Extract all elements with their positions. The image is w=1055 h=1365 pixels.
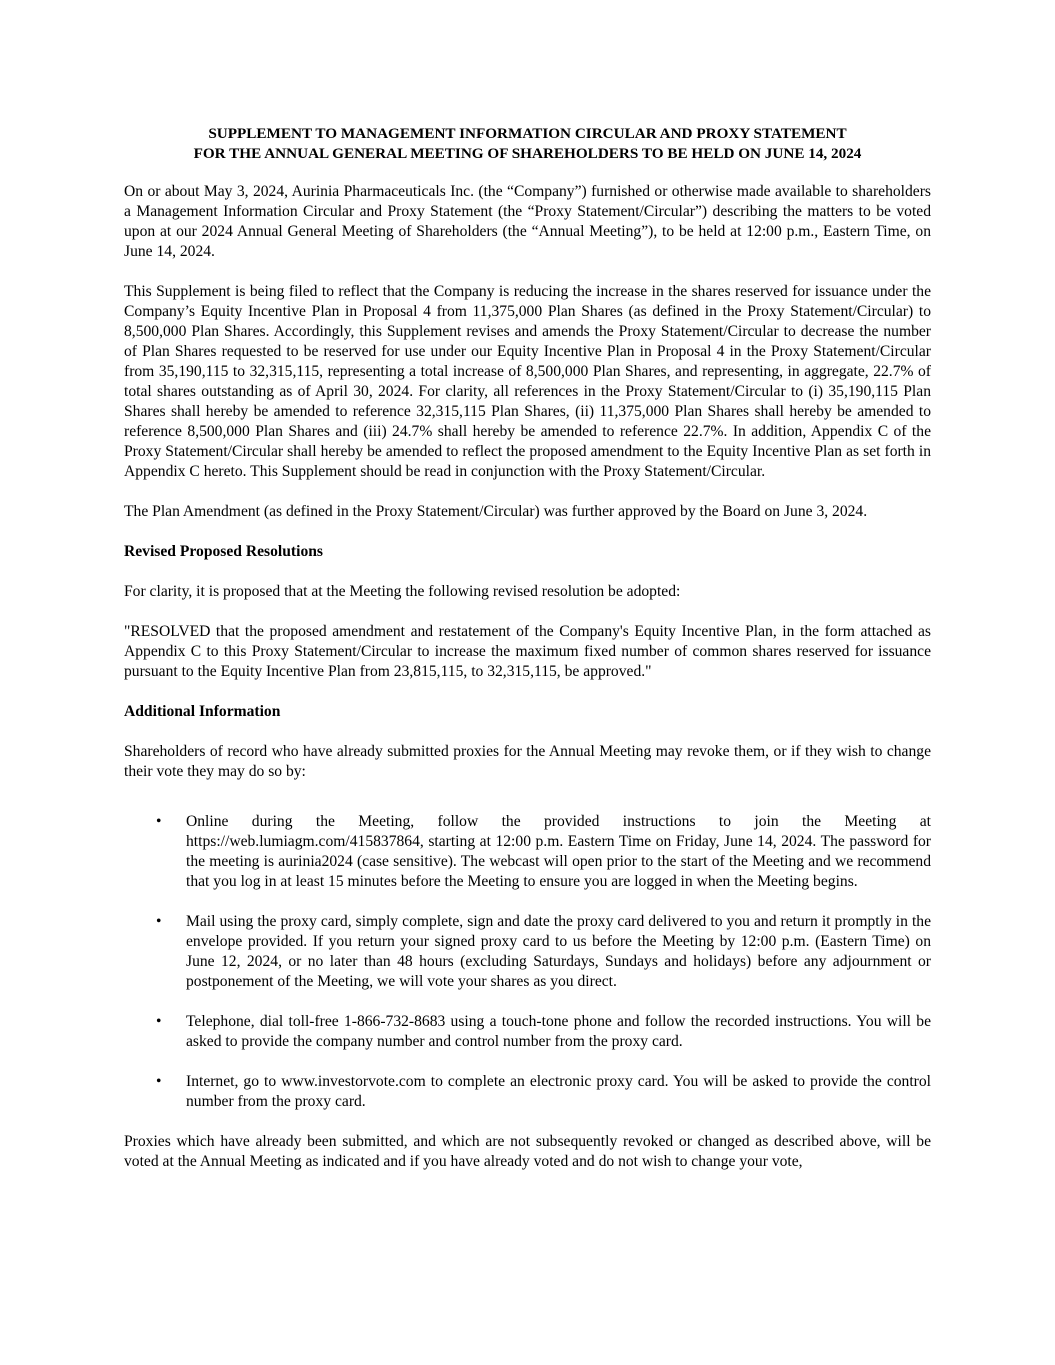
list-item-text: Internet, go to www.investorvote.com to complete an electronic proxy card. You will be asked to provide the control number from the proxy card. xyxy=(186,1073,931,1110)
bullet-icon: • xyxy=(156,813,162,830)
title-line-1: SUPPLEMENT TO MANAGEMENT INFORMATION CIRCULAR AND PROXY STATEMENT xyxy=(208,125,847,142)
bullet-icon: • xyxy=(156,913,162,930)
list-item-online xyxy=(124,812,931,892)
list-item-text: Mail using the proxy card, simply complete, sign and date the proxy card delivered to you and return it promptly in the envelope provided. If you return your signed proxy card to us before the Meeting by 12:00 p.m. (Eastern Time) on June 12, 2024, or no later than 48 hours (excluding Saturdays, Sundays and holidays) before any adjournment or postponement of the Meeting, we will vote your shares as you direct. xyxy=(186,913,931,990)
heading-additional-information: Additional Information xyxy=(124,703,281,720)
list-item-internet xyxy=(124,1072,931,1112)
document-page xyxy=(124,124,931,1192)
document-title xyxy=(124,124,931,164)
heading-revised-resolutions: Revised Proposed Resolutions xyxy=(124,543,323,560)
list-item-text: Telephone, dial toll-free 1-866-732-8683 using a touch-tone phone and follow the recorded instructions. You will be asked to provide the company number and control number from the proxy card. xyxy=(186,1013,931,1050)
bullet-icon: • xyxy=(156,1073,162,1090)
list-item-mail xyxy=(124,912,931,992)
resolutions-intro: For clarity, it is proposed that at the Meeting the following revised resolution be adopted: xyxy=(124,583,681,600)
list-item-telephone xyxy=(124,1012,931,1052)
plan-amendment-paragraph: The Plan Amendment (as defined in the Proxy Statement/Circular) was further approved by the Board on June 3, 2024. xyxy=(124,503,868,520)
bullet-icon: • xyxy=(156,1013,162,1030)
list-item-text: Online during the Meeting, follow the provided instructions to join the Meeting at https://web.lumiagm.com/415837864, starting at 12:00 p.m. Eastern Time on Friday, June 14, 2024. The password for the meeting is aurinia2024 (case sensitive). The webcast will open prior to the start of the Meeting and we recommend that you log in at least 15 minutes before the Meeting to ensure you are logged in when the Meeting begins. xyxy=(186,813,931,890)
additional-intro: Shareholders of record who have already submitted proxies for the Annual Meeting may revoke them, or if they wish to change their vote they may do so by: xyxy=(124,743,931,780)
title-line-2: FOR THE ANNUAL GENERAL MEETING OF SHAREHOLDERS TO BE HELD ON JUNE 14, 2024 xyxy=(193,145,862,162)
closing-paragraph: Proxies which have already been submitted, and which are not subsequently revoked or changed as described above, will be voted at the Annual Meeting as indicated and if you have already voted and do not wish to change your vote, xyxy=(124,1133,931,1170)
intro-paragraph: On or about May 3, 2024, Aurinia Pharmaceuticals Inc. (the “Company”) furnished or otherwise made available to shareholders a Management Information Circular and Proxy Statement (the “Proxy Statement/Circular”) describing the matters to be voted upon at our 2024 Annual General Meeting of Shareholders (the “Annual Meeting”), to be held at 12:00 p.m., Eastern Time, on June 14, 2024. xyxy=(124,183,931,260)
supplement-paragraph: This Supplement is being filed to reflect that the Company is reducing the increase in the shares reserved for issuance under the Company’s Equity Incentive Plan in Proposal 4 from 11,375,000 Plan Shares (as defined in the Proxy Statement/Circular) to 8,500,000 Plan Shares. Accordingly, this Supplement revises and amends the Proxy Statement/Circular to decrease the number of Plan Shares requested to be reserved for use under our Equity Incentive Plan in Proposal 4 in the Proxy Statement/Circular from 35,190,115 to 32,315,115, representing a total increase of 8,500,000 Plan Shares, and representing, in aggregate, 22.7% of total shares outstanding as of April 30, 2024. For clarity, all references in the Proxy Statement/Circular to (i) 35,190,115 Plan Shares shall hereby be amended to reference 32,315,115 Plan Shares, (ii) 11,375,000 Plan Shares shall hereby be amended to reference 8,500,000 Plan Shares and (iii) 24.7% shall hereby be amended to reference 22.7%. In addition, Appendix C of the Proxy Statement/Circular shall hereby be amended to reflect the proposed amendment to the Equity Incentive Plan as set forth in Appendix C hereto. This Supplement should be read in conjunction with the Proxy Statement/Circular. xyxy=(124,283,931,480)
voting-methods-list xyxy=(124,812,931,1112)
resolution-text: "RESOLVED that the proposed amendment and restatement of the Company's Equity Incentive Plan, in the form attached as Appendix C to this Proxy Statement/Circular to increase the maximum fixed number of common shares reserved for issuance pursuant to the Equity Incentive Plan from 23,815,115, to 32,315,115, be approved." xyxy=(124,623,931,680)
